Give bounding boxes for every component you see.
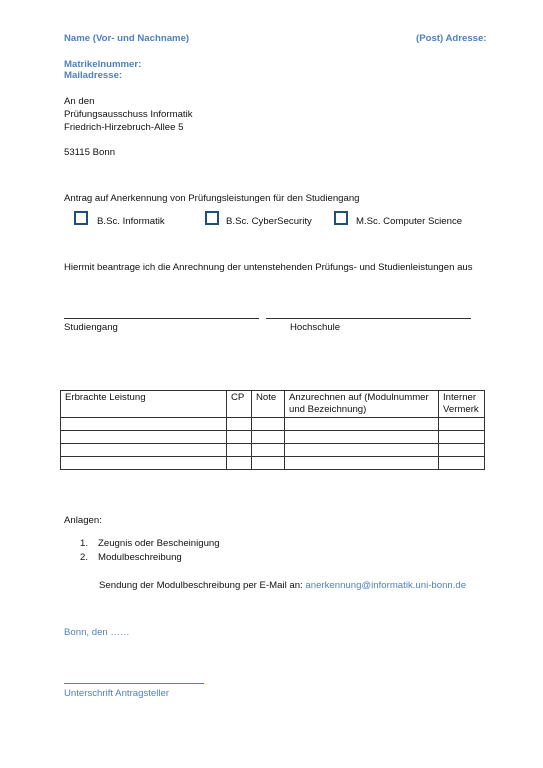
- table-cell[interactable]: [227, 444, 252, 457]
- table-row: [61, 457, 485, 470]
- table-cell[interactable]: [252, 418, 285, 431]
- table-cell[interactable]: [439, 457, 485, 470]
- recipient-line-1: An den: [64, 96, 95, 107]
- studiengang-label: Studiengang: [64, 322, 118, 333]
- table-row: [61, 418, 485, 431]
- email-prefix: Sendung der Modulbeschreibung per E-Mail an:: [99, 580, 306, 591]
- option-label-bsc-cybersecurity: B.Sc. CyberSecurity: [226, 216, 312, 227]
- checkbox-bsc-cybersecurity[interactable]: [205, 211, 219, 225]
- table-cell[interactable]: [61, 444, 227, 457]
- table-header-row: [61, 391, 485, 418]
- table-cell[interactable]: [61, 457, 227, 470]
- table-cell[interactable]: [227, 431, 252, 444]
- application-text: Antrag auf Anerkennung von Prüfungsleistungen für den Studiengang: [64, 193, 360, 204]
- table-header-cell: Anzurechnen auf (Modulnummer und Bezeichnung): [285, 391, 439, 418]
- list-item-text: Zeugnis oder Bescheinigung: [98, 538, 220, 549]
- option-label-msc-computer-science: M.Sc. Computer Science: [356, 216, 463, 227]
- table-header-cell: Note: [252, 391, 285, 418]
- table-row: [61, 444, 485, 457]
- signature-line[interactable]: [64, 683, 204, 684]
- table-row: [61, 431, 485, 444]
- recipient-city: 53115 Bonn: [64, 147, 116, 158]
- table-cell[interactable]: [285, 418, 439, 431]
- signature-label: Unterschrift Antragsteller: [64, 688, 170, 699]
- table-cell[interactable]: [439, 418, 485, 431]
- list-item-number: 1.: [80, 538, 89, 549]
- recipient-line-3: Friedrich-Hirzebruch-Allee 5: [64, 122, 184, 133]
- table-cell[interactable]: [61, 418, 227, 431]
- mail-label: Mailadresse:: [64, 70, 123, 81]
- table-cell[interactable]: [285, 457, 439, 470]
- matrikel-label: Matrikelnummer:: [64, 59, 142, 70]
- table-header-cell: Erbrachte Leistung: [61, 391, 227, 418]
- attachments-title: Anlagen:: [64, 515, 102, 526]
- checkbox-bsc-informatik[interactable]: [74, 211, 88, 225]
- list-item-text: Modulbeschreibung: [98, 552, 182, 563]
- table-cell[interactable]: [439, 431, 485, 444]
- email-link[interactable]: anerkennung@informatik.uni-bonn.de: [305, 580, 467, 591]
- checkbox-msc-computer-science[interactable]: [334, 211, 348, 225]
- recipient-line-2: Prüfungsausschuss Informatik: [64, 109, 193, 120]
- table-cell[interactable]: [227, 457, 252, 470]
- table-cell[interactable]: [227, 418, 252, 431]
- name-label: Name (Vor- und Nachname): [64, 33, 190, 44]
- table-cell[interactable]: [61, 431, 227, 444]
- table-cell[interactable]: [439, 444, 485, 457]
- hochschule-line[interactable]: [266, 318, 471, 319]
- address-label: (Post) Adresse:: [416, 33, 487, 44]
- table-cell[interactable]: [252, 444, 285, 457]
- table-header-cell: Interner Vermerk: [439, 391, 485, 418]
- table-cell[interactable]: [285, 444, 439, 457]
- place-date: Bonn, den ……: [64, 627, 130, 638]
- hochschule-label: Hochschule: [290, 322, 341, 333]
- credits-table: [60, 390, 485, 470]
- table-cell[interactable]: [252, 431, 285, 444]
- table-cell[interactable]: [285, 431, 439, 444]
- table-header-cell: CP: [227, 391, 252, 418]
- list-item-number: 2.: [80, 552, 89, 563]
- studiengang-line[interactable]: [64, 318, 259, 319]
- email-instruction: [99, 580, 466, 592]
- option-label-bsc-informatik: B.Sc. Informatik: [97, 216, 165, 227]
- request-text: Hiermit beantrage ich die Anrechnung der untenstehenden Prüfungs- und Studienleistungen aus: [64, 262, 473, 273]
- table-cell[interactable]: [252, 457, 285, 470]
